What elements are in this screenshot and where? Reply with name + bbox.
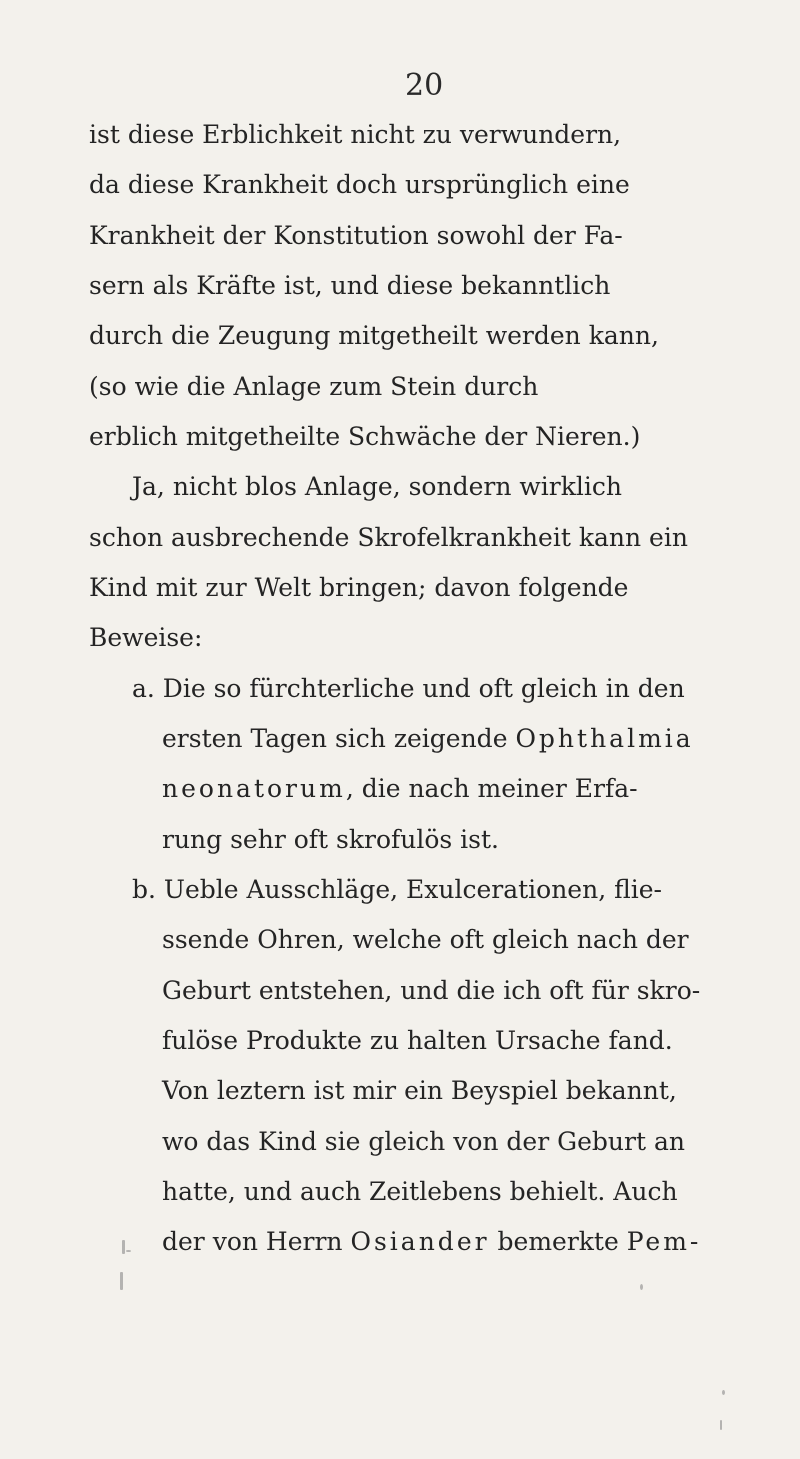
emphasized-term: neonatorum — [162, 774, 346, 803]
text-line: rung sehr oft skrofulös ist. — [162, 825, 499, 854]
text-segment: ersten Tagen sich zeigende — [162, 724, 508, 753]
emphasized-term: Pem- — [626, 1227, 702, 1256]
text-line: erblich mitgetheilte Schwäche der Nieren.) — [89, 422, 641, 451]
text-line: wo das Kind sie gleich von der Geburt an — [162, 1127, 685, 1156]
text-segment: der von Herrn — [162, 1227, 343, 1256]
text-line — [162, 774, 638, 804]
paper-speck — [722, 1390, 725, 1395]
text-line: Kind mit zur Welt bringen; davon folgende — [89, 573, 629, 602]
text-line: da diese Krankheit doch ursprünglich eine — [89, 170, 630, 199]
text-line: ssende Ohren, welche oft gleich nach der — [162, 925, 689, 954]
text-line: schon ausbrechende Skrofelkrankheit kann ein — [89, 523, 688, 552]
emphasized-name: Osiander — [350, 1227, 490, 1256]
text-line: Beweise: — [89, 623, 203, 652]
page-number: 20 — [405, 68, 444, 103]
text-line: Geburt entstehen, und die ich oft für skro- — [162, 976, 701, 1005]
text-line: ist diese Erblichkeit nicht zu verwundern, — [89, 120, 622, 149]
text-line: Ja, nicht blos Anlage, sondern wirklich — [132, 472, 622, 501]
list-item-a: a. Die so fürchterliche und oft gleich in den — [132, 674, 685, 703]
text-line: Krankheit der Konstitution sowohl der Fa- — [89, 221, 623, 250]
text-line: hatte, und auch Zeitlebens behielt. Auch — [162, 1177, 678, 1206]
text-segment: , die nach meiner Erfa- — [345, 774, 638, 803]
paper-speck — [120, 1272, 123, 1290]
paper-speck — [720, 1420, 722, 1430]
text-line: Von leztern ist mir ein Beyspiel bekannt, — [162, 1076, 677, 1105]
paper-speck — [126, 1250, 131, 1252]
emphasized-term: Ophthalmia — [515, 724, 694, 753]
text-line: sern als Kräfte ist, und diese bekanntlich — [89, 271, 611, 300]
text-line — [162, 1227, 701, 1257]
text-segment: bemerkte — [497, 1227, 619, 1256]
text-line: durch die Zeugung mitgetheilt werden kann, — [89, 321, 659, 350]
text-line — [162, 724, 694, 754]
paper-speck — [640, 1284, 643, 1290]
list-item-b: b. Ueble Ausschläge, Exulcerationen, flie- — [132, 875, 663, 904]
text-line: fulöse Produkte zu halten Ursache fand. — [162, 1026, 673, 1055]
paper-speck — [122, 1240, 125, 1254]
text-line: (so wie die Anlage zum Stein durch — [89, 372, 539, 401]
